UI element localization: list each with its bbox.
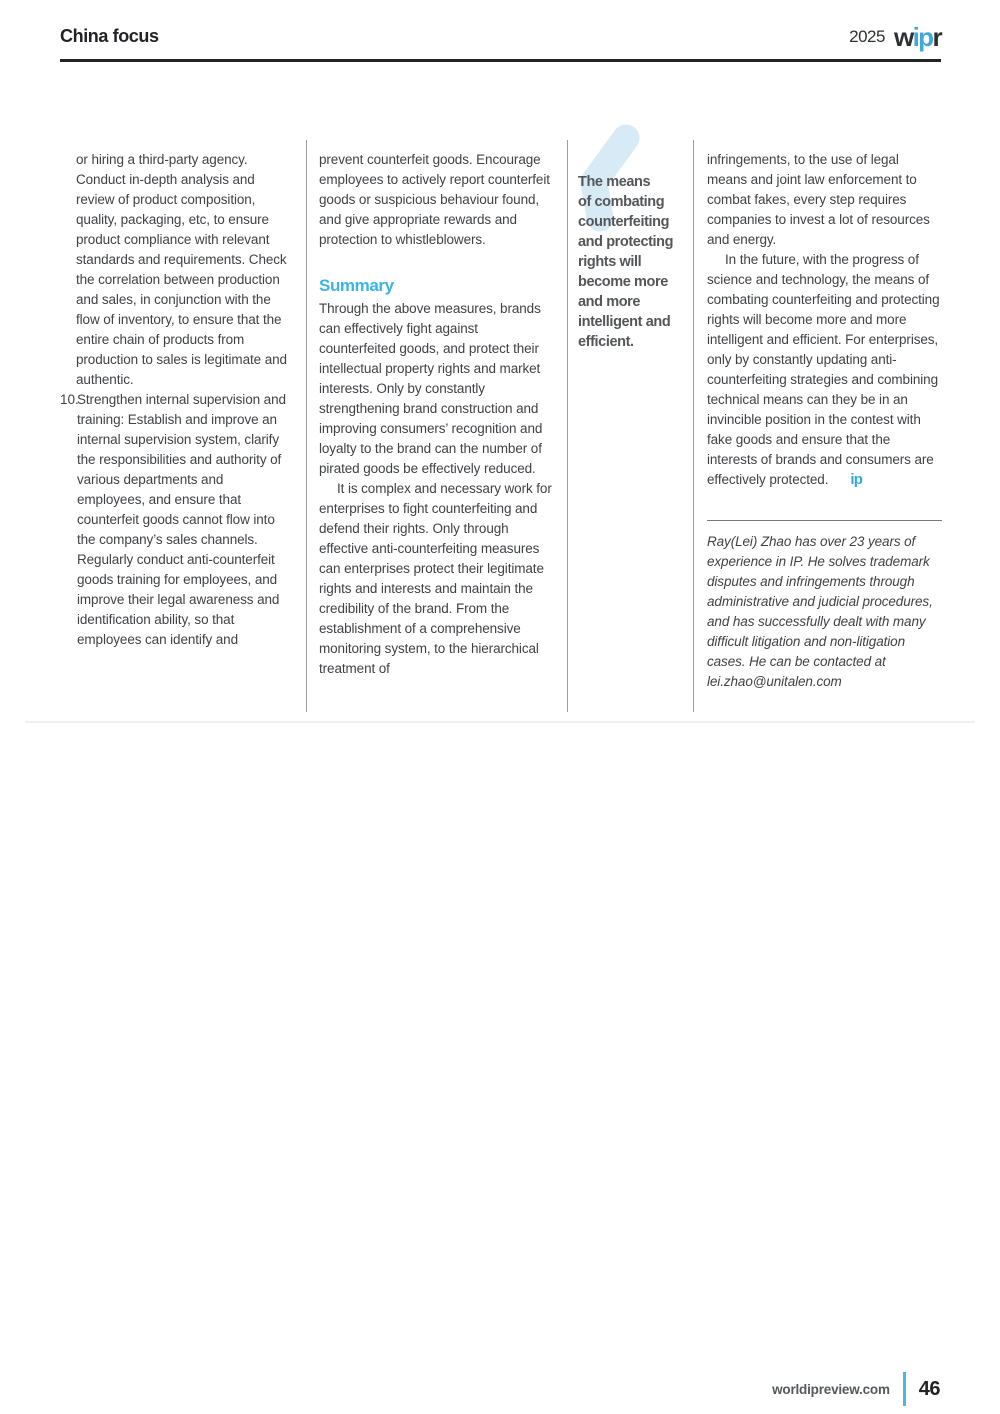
- article-body: [60, 140, 942, 712]
- author-bio: Ray(Lei) Zhao has over 23 years of experience in IP. He solves trademark disputes and infringements through administrative and judicial procedures, and has successfully dealt with many difficult litigation and non-litigation cases. He can be contacted at lei.zhao@unitalen.com: [707, 534, 933, 689]
- quote-line: counterfeiting: [578, 214, 670, 230]
- paragraph: prevent counterfeit goods. Encourage employees to actively report counterfeit goods or suspicious behaviour found, and give appropriate rewards and protection to whistleblowers.: [319, 152, 550, 247]
- page-crease-line: [25, 721, 975, 723]
- list-item-text: Strengthen internal supervision and training: Establish and improve an internal supervision system, clarify the responsibilities and authority of various departments and employees, and ensure that counterfeit goods cannot flow into the company’s sales channels. Regularly conduct anti-counterfeit goods training for employees, and improve their legal awareness and identification ability, so that employees can identify and: [77, 392, 286, 647]
- pull-quote-column: [578, 140, 685, 712]
- quote-line: and protecting: [578, 234, 674, 250]
- column-divider: [306, 140, 307, 712]
- footer-page-bar: [903, 1372, 906, 1406]
- pull-quote: [578, 172, 685, 352]
- quote-line: and more: [578, 294, 641, 310]
- section-title: China focus: [60, 26, 159, 46]
- list-item-10: [60, 390, 290, 650]
- page-footer: [772, 1372, 940, 1406]
- header-right-group: [849, 24, 941, 50]
- wipr-logo-r: r: [932, 22, 941, 52]
- wipr-logo-w: w: [893, 22, 913, 52]
- paragraph: [707, 250, 942, 490]
- quote-line: rights will: [578, 254, 642, 270]
- summary-heading: Summary: [319, 276, 394, 295]
- column-1: [60, 140, 290, 712]
- page-header: [60, 22, 941, 52]
- header-rule: [60, 59, 941, 62]
- end-of-article-ip-icon: ip: [850, 471, 863, 488]
- column-divider: [693, 140, 694, 712]
- list-continuation-paragraph: or hiring a third-party agency. Conduct in-depth analysis and review of product composition, quality, packaging, etc, to ensure product compliance with relevant standards and requirements. Check the correlation between production and sales, in conjunction with the flow of inventory, to ensure that the entire chain of products from production to sales is legitimate and authentic.: [76, 152, 287, 387]
- quote-line: efficient.: [578, 334, 634, 350]
- wipr-logo: [894, 24, 941, 50]
- quote-line: become more: [578, 274, 668, 290]
- bio-divider: [707, 520, 942, 521]
- footer-site-url: worldipreview.com: [772, 1381, 890, 1397]
- quote-line: of combating: [578, 194, 665, 210]
- paragraph: Through the above measures, brands can effectively fight against counterfeited goods, and protect their intellectual property rights and market interests. Only by constantly strengthening brand construction and improving consumers’ recognition and loyalty to the brand can the number of pirated goods be effectively reduced.: [319, 301, 543, 476]
- footer-page-number: 46: [918, 1377, 940, 1400]
- paragraph: It is complex and necessary work for enterprises to fight counterfeiting and defend their rights. Only through effective anti-counterfeiting measures can enterprises protect their legitimate rights and interests and maintain the credibility of the brand. From the establishment of a comprehensive monitoring system, to the hierarchical treatment of: [319, 481, 552, 676]
- paragraph: infringements, to the use of legal means and joint law enforcement to combat fakes, every step requires companies to invest a lot of resources and energy.: [707, 152, 930, 247]
- quote-line: The means: [578, 174, 651, 190]
- quote-line: intelligent and: [578, 314, 671, 330]
- paragraph-text: In the future, with the progress of science and technology, the means of combating counterfeiting and protecting rights will become more and more intelligent and efficient. For enterprises, only by constantly updating anti-counterfeiting strategies and combining technical means can they be in an invincible position in the contest with fake goods and ensure that the interests of brands and consumers are effectively protected.: [707, 252, 940, 487]
- list-item-number: 10.: [60, 392, 79, 407]
- column-2: [319, 140, 557, 712]
- year-label: 2025: [849, 27, 885, 46]
- wipr-logo-ip: ip: [912, 22, 933, 52]
- column-4: [707, 140, 942, 712]
